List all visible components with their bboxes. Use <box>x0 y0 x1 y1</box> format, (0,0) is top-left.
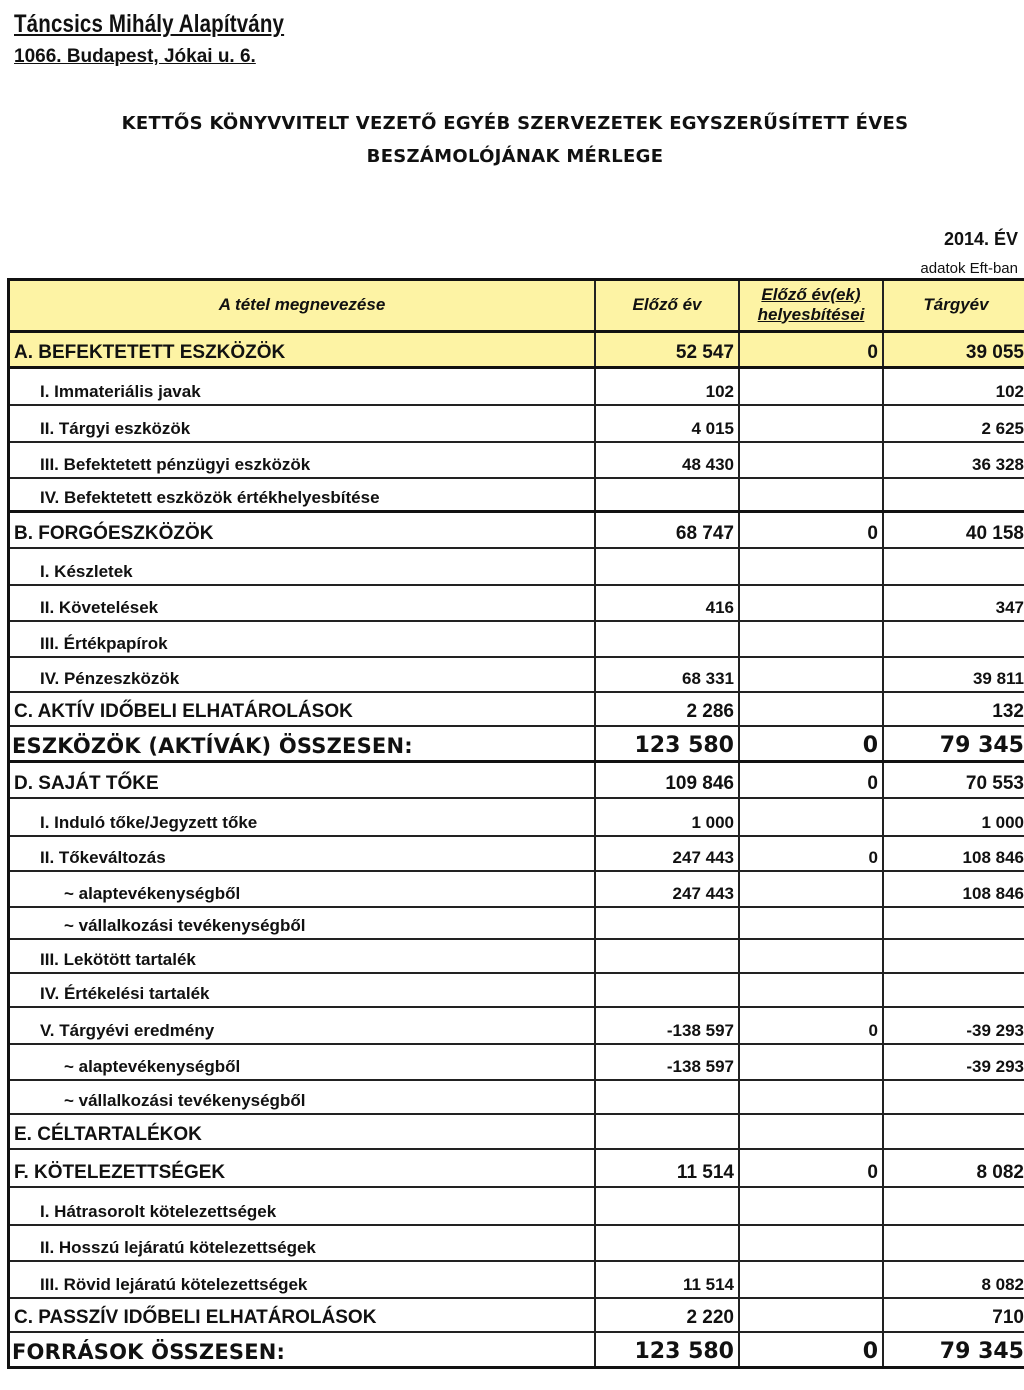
correction-value <box>740 1115 884 1148</box>
row-label: ~ vállalkozási tevékenységből <box>10 908 596 938</box>
table-row <box>10 622 1024 658</box>
current-year-value: -39 293 <box>966 1057 1024 1076</box>
table-row <box>10 586 1024 622</box>
previous-year-value: 416 <box>596 586 740 620</box>
previous-year-value: 68 747 <box>596 513 740 547</box>
previous-year-value: 11 514 <box>596 1262 740 1297</box>
previous-year-value <box>596 549 740 584</box>
column-header-previous-year: Előző év <box>596 281 740 330</box>
previous-year-value <box>596 908 740 938</box>
row-label: II. Tőkeváltozás <box>10 837 596 870</box>
previous-year-value <box>596 974 740 1006</box>
current-year-value: 39 055 <box>965 342 1024 363</box>
row-label: II. Követelések <box>10 586 596 620</box>
row-label: II. Hosszú lejáratú kötelezettségek <box>10 1226 596 1260</box>
column-header-name: A tétel megnevezése <box>10 281 596 330</box>
current-year-value: 108 846 <box>962 884 1024 903</box>
correction-value <box>740 908 884 938</box>
correction-value: 0 <box>740 763 884 797</box>
table-row <box>10 872 1024 908</box>
table-row <box>10 406 1024 443</box>
current-year-value: 40 158 <box>965 523 1024 544</box>
balance-sheet-table <box>7 278 1024 1369</box>
previous-year-value <box>596 1188 740 1224</box>
table-row <box>10 1226 1024 1262</box>
current-year-value: 8 082 <box>981 1275 1024 1294</box>
current-year-value: 102 <box>995 382 1024 401</box>
row-label: IV. Befektetett eszközök értékhelyesbítése <box>10 479 596 510</box>
correction-value <box>740 940 884 972</box>
table-row <box>10 727 1024 763</box>
previous-year-value <box>596 1226 740 1260</box>
current-year-value <box>884 908 1024 938</box>
previous-year-value: -138 597 <box>596 1008 740 1043</box>
row-label: III. Rövid lejáratú kötelezettségek <box>10 1262 596 1297</box>
previous-year-value: 123 580 <box>596 727 740 760</box>
current-year-value <box>884 1081 1024 1113</box>
column-header-current-year: Tárgyév <box>923 294 989 314</box>
current-year-value <box>884 974 1024 1006</box>
correction-value <box>740 1226 884 1260</box>
table-row <box>10 1299 1024 1333</box>
table-row <box>10 908 1024 940</box>
current-year-value: -39 293 <box>966 1021 1024 1040</box>
table-row <box>10 513 1024 549</box>
previous-year-value: 247 443 <box>596 837 740 870</box>
table-row <box>10 443 1024 479</box>
correction-value <box>740 622 884 656</box>
org-name: Táncsics Mihály Alapítvány <box>14 10 285 38</box>
org-address: 1066. Budapest, Jókai u. 6. <box>14 46 256 67</box>
previous-year-value <box>596 940 740 972</box>
row-label: ~ vállalkozási tevékenységből <box>10 1081 596 1113</box>
correction-value: 0 <box>740 1333 884 1366</box>
current-year-value <box>884 1226 1024 1260</box>
table-row <box>10 658 1024 693</box>
correction-value <box>740 799 884 835</box>
correction-value <box>740 406 884 441</box>
current-year-value <box>884 549 1024 584</box>
row-label: B. FORGÓESZKÖZÖK <box>10 513 596 547</box>
correction-value <box>740 1045 884 1079</box>
correction-value <box>740 443 884 477</box>
correction-value <box>740 549 884 584</box>
previous-year-value: 1 000 <box>596 799 740 835</box>
previous-year-value <box>596 1115 740 1148</box>
correction-value <box>740 1081 884 1113</box>
previous-year-value: 68 331 <box>596 658 740 691</box>
previous-year-value <box>596 479 740 510</box>
table-row <box>10 940 1024 974</box>
row-label: IV. Értékelési tartalék <box>10 974 596 1006</box>
current-year-value: 710 <box>992 1307 1024 1328</box>
row-label: A. BEFEKTETETT ESZKÖZÖK <box>10 333 596 366</box>
row-label: F. KÖTELEZETTSÉGEK <box>10 1150 596 1186</box>
correction-value <box>740 586 884 620</box>
current-year-value: 79 345 <box>939 733 1024 758</box>
row-label: II. Tárgyi eszközök <box>10 406 596 441</box>
table-row <box>10 1150 1024 1188</box>
correction-value <box>740 974 884 1006</box>
document-title-line-1: KETTŐS KÖNYVVITELT VEZETŐ EGYÉB SZERVEZETEK EGYSZERŰSÍTETT ÉVES <box>121 113 909 134</box>
current-year-value: 36 328 <box>972 455 1024 474</box>
correction-value: 0 <box>740 1008 884 1043</box>
column-header-corrections: Előző év(ek) helyesbítései <box>740 281 884 330</box>
table-row <box>10 1008 1024 1045</box>
previous-year-value: 11 514 <box>596 1150 740 1186</box>
previous-year-value: 102 <box>596 369 740 404</box>
current-year-value: 2 625 <box>981 419 1024 438</box>
table-row <box>10 1333 1024 1369</box>
table-row <box>10 1115 1024 1150</box>
correction-value <box>740 479 884 510</box>
table-row <box>10 799 1024 837</box>
table-row <box>10 1045 1024 1081</box>
row-label: ~ alaptevékenységből <box>10 1045 596 1079</box>
current-year-value <box>884 622 1024 656</box>
previous-year-value: 2 286 <box>596 693 740 725</box>
correction-value <box>740 1188 884 1224</box>
correction-value <box>740 369 884 404</box>
correction-value <box>740 1262 884 1297</box>
table-row <box>10 549 1024 586</box>
row-label: ~ alaptevékenységből <box>10 872 596 906</box>
table-row <box>10 763 1024 799</box>
previous-year-value: 52 547 <box>596 333 740 366</box>
current-year-value: 39 811 <box>972 669 1024 688</box>
correction-value: 0 <box>740 837 884 870</box>
row-label: I. Immateriális javak <box>10 369 596 404</box>
correction-value <box>740 1299 884 1331</box>
correction-value <box>740 693 884 725</box>
previous-year-value: 2 220 <box>596 1299 740 1331</box>
row-label: C. PASSZÍV IDŐBELI ELHATÁROLÁSOK <box>10 1299 596 1331</box>
correction-value <box>740 872 884 906</box>
row-label: C. AKTÍV IDŐBELI ELHATÁROLÁSOK <box>10 693 596 725</box>
correction-value: 0 <box>740 1150 884 1186</box>
table-row <box>10 479 1024 513</box>
table-row <box>10 837 1024 872</box>
current-year-value: 1 000 <box>981 813 1024 832</box>
current-year-value <box>884 479 1024 510</box>
previous-year-value: 247 443 <box>596 872 740 906</box>
current-year-value: 132 <box>992 701 1024 722</box>
row-label: I. Készletek <box>10 549 596 584</box>
table-row <box>10 1188 1024 1226</box>
current-year-value: 8 082 <box>976 1162 1024 1183</box>
current-year-value: 108 846 <box>962 848 1024 867</box>
row-label: I. Induló tőke/Jegyzett tőke <box>10 799 596 835</box>
row-label: III. Befektetett pénzügyi eszközök <box>10 443 596 477</box>
current-year-value <box>884 1115 1024 1148</box>
table-row <box>10 333 1024 369</box>
correction-value <box>740 658 884 691</box>
row-label: FORRÁSOK ÖSSZESEN: <box>10 1333 596 1366</box>
row-label: V. Tárgyévi eredmény <box>10 1008 596 1043</box>
current-year-value <box>884 1188 1024 1224</box>
current-year-value <box>884 940 1024 972</box>
previous-year-value <box>596 1081 740 1113</box>
row-label: I. Hátrasorolt kötelezettségek <box>10 1188 596 1224</box>
document-title-line-2: BESZÁMOLÓJÁNAK MÉRLEGE <box>366 146 664 167</box>
row-label: IV. Pénzeszközök <box>10 658 596 691</box>
year-label: 2014. ÉV <box>943 229 1018 249</box>
row-label: III. Lekötött tartalék <box>10 940 596 972</box>
previous-year-value: 4 015 <box>596 406 740 441</box>
row-label: ESZKÖZÖK (AKTÍVÁK) ÖSSZESEN: <box>10 727 596 760</box>
previous-year-value: 48 430 <box>596 443 740 477</box>
row-label: III. Értékpapírok <box>10 622 596 656</box>
table-header-row <box>10 281 1024 333</box>
table-row <box>10 974 1024 1008</box>
table-row <box>10 693 1024 727</box>
previous-year-value: 109 846 <box>596 763 740 797</box>
correction-value: 0 <box>740 513 884 547</box>
previous-year-value: -138 597 <box>596 1045 740 1079</box>
row-label: D. SAJÁT TŐKE <box>10 763 596 797</box>
correction-value: 0 <box>740 333 884 366</box>
table-row <box>10 1262 1024 1299</box>
previous-year-value <box>596 622 740 656</box>
table-body <box>10 333 1024 1369</box>
current-year-value: 70 553 <box>965 773 1024 794</box>
table-row <box>10 1081 1024 1115</box>
current-year-value: 347 <box>995 598 1024 617</box>
current-year-value: 79 345 <box>939 1339 1024 1364</box>
unit-label: adatok Eft-ban <box>920 260 1018 277</box>
row-label: E. CÉLTARTALÉKOK <box>10 1115 596 1148</box>
correction-value: 0 <box>740 727 884 760</box>
previous-year-value: 123 580 <box>596 1333 740 1366</box>
table-row <box>10 369 1024 406</box>
